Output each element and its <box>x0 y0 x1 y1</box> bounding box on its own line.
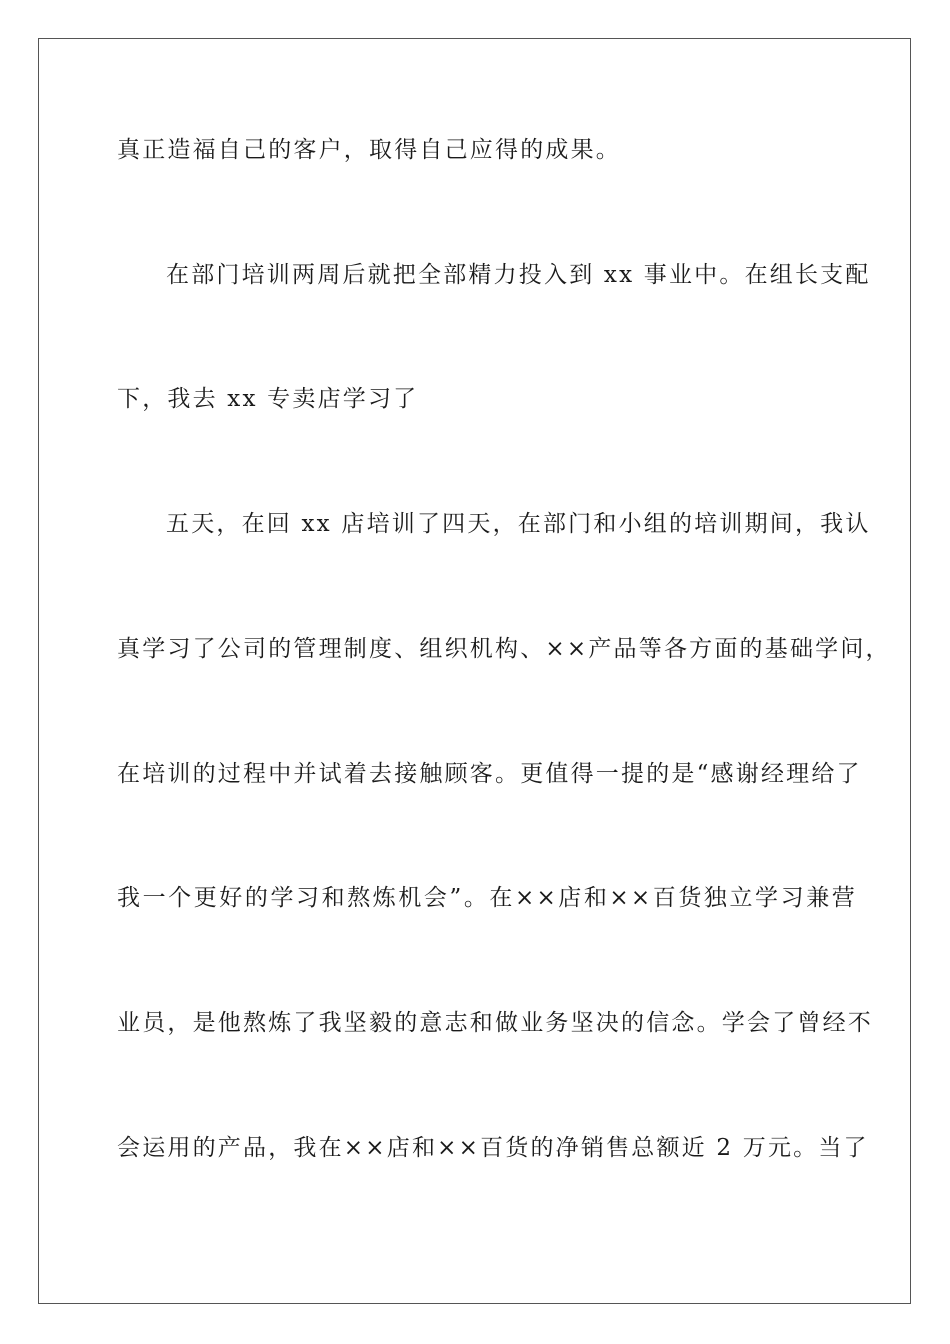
page-border <box>38 38 911 1304</box>
text-line-2: 在部门培训两周后就把全部精力投入到 xx 事业中。在组长支配 <box>166 262 871 288</box>
text-line-6: 在培训的过程中并试着去接触顾客。更值得一提的是“感谢经理给了 <box>117 761 862 787</box>
text-line-1: 真正造福自己的客户，取得自己应得的成果。 <box>117 137 621 163</box>
text-line-4: 五天，在回 xx 店培训了四天，在部门和小组的培训期间，我认 <box>166 511 871 537</box>
text-line-3: 下，我去 xx 专卖店学习了 <box>117 386 419 412</box>
text-line-9: 会运用的产品，我在××店和××百货的净销售总额近 2 万元。当了 <box>117 1135 869 1161</box>
text-line-5: 真学习了公司的管理制度、组织机构、××产品等各方面的基础学问， <box>117 636 891 662</box>
text-line-8: 业员，是他熬炼了我坚毅的意志和做业务坚决的信念。学会了曾经不 <box>117 1010 873 1036</box>
text-line-7: 我一个更好的学习和熬炼机会”。在××店和××百货独立学习兼营 <box>117 885 857 911</box>
